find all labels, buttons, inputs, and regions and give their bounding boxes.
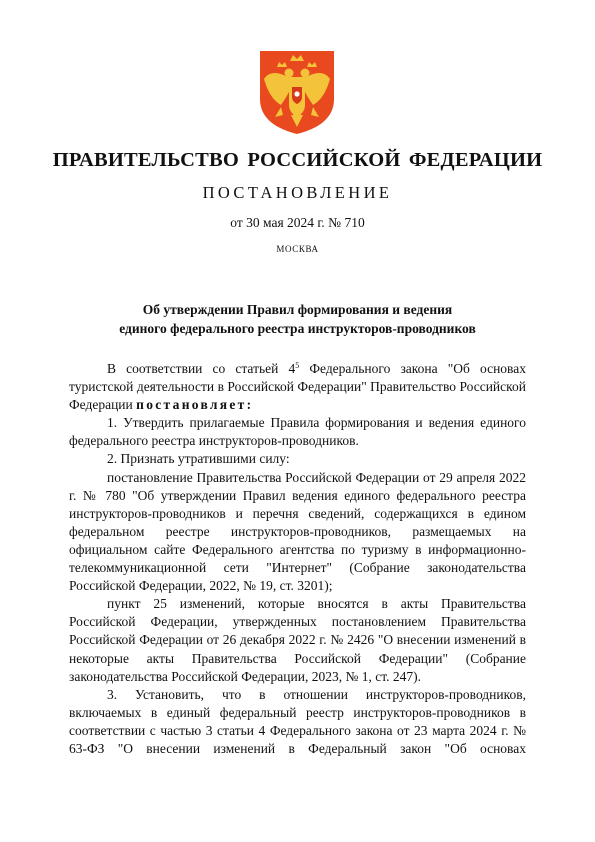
document-title bbox=[0, 300, 595, 338]
document-body bbox=[69, 360, 526, 758]
title-line-2: единого федерального реестра инструкторов-проводников bbox=[119, 321, 476, 336]
preamble-text-start: В соответствии со статьей 4 bbox=[107, 361, 296, 376]
title-line-1: Об утверждении Правил формирования и ведения bbox=[142, 302, 453, 317]
preamble-text-end: Федерального закона "Об основах туристской деятельности в Российской Федерации" Правительство Российской Федерации bbox=[69, 361, 526, 413]
paragraph-item-2: 2. Признать утратившими силу: bbox=[107, 451, 290, 467]
document-type: ПОСТАНОВЛЕНИЕ bbox=[202, 183, 393, 202]
resolves-word: постановляет: bbox=[136, 397, 254, 413]
coat-of-arms-icon bbox=[257, 49, 337, 135]
paragraph-repealed-2: пункт 25 изменений, которые вносятся в акты Правительства Российской Федерации, утвержденных постановлением Правительства Российской Федерации от 26 декабря 2022 г. № 2426 "О внесении изменений в некоторые акты Правительства Российской Федерации" (Собрание законодательства Российской Федерации, 2023, № 1, ст. 247). bbox=[69, 596, 526, 684]
organization-name: ПРАВИТЕЛЬСТВО РОССИЙСКОЙ ФЕДЕРАЦИИ bbox=[52, 149, 543, 171]
document-date: от 30 мая 2024 г. № 710 bbox=[230, 215, 365, 230]
paragraph-item-3: 3. Установить, что в отношении инструкторов-проводников, включаемых в единый федеральный реестр инструкторов-проводников в соответствии с частью 3 статьи 4 Федерального закона от 23 марта 2024 г. № 63-ФЗ "О внесении изменений в Федеральный закон "Об основах bbox=[69, 686, 526, 756]
paragraph-repealed-1: постановление Правительства Российской Федерации от 29 апреля 2022 г. № 780 "Об утверждении Правил ведения единого федерального реестра инструкторов-проводников и перечня сведений, содержащихся в едином федеральном реестре инструкторов-проводников, размещаемых на официальном сайте Федерального агентства по туризму в информационно-телекоммуникационной сети "Интернет" (Собрание законодательства Российской Федерации, 2022, № 19, ст. 3201); bbox=[69, 469, 526, 594]
article-superscript: 5 bbox=[295, 361, 300, 370]
document-city: МОСКВА bbox=[276, 244, 319, 254]
paragraph-item-1: 1. Утвердить прилагаемые Правила формирования и ведения единого федерального реестра инструкторов-проводников. bbox=[69, 415, 526, 449]
paragraph-preamble bbox=[69, 360, 526, 414]
